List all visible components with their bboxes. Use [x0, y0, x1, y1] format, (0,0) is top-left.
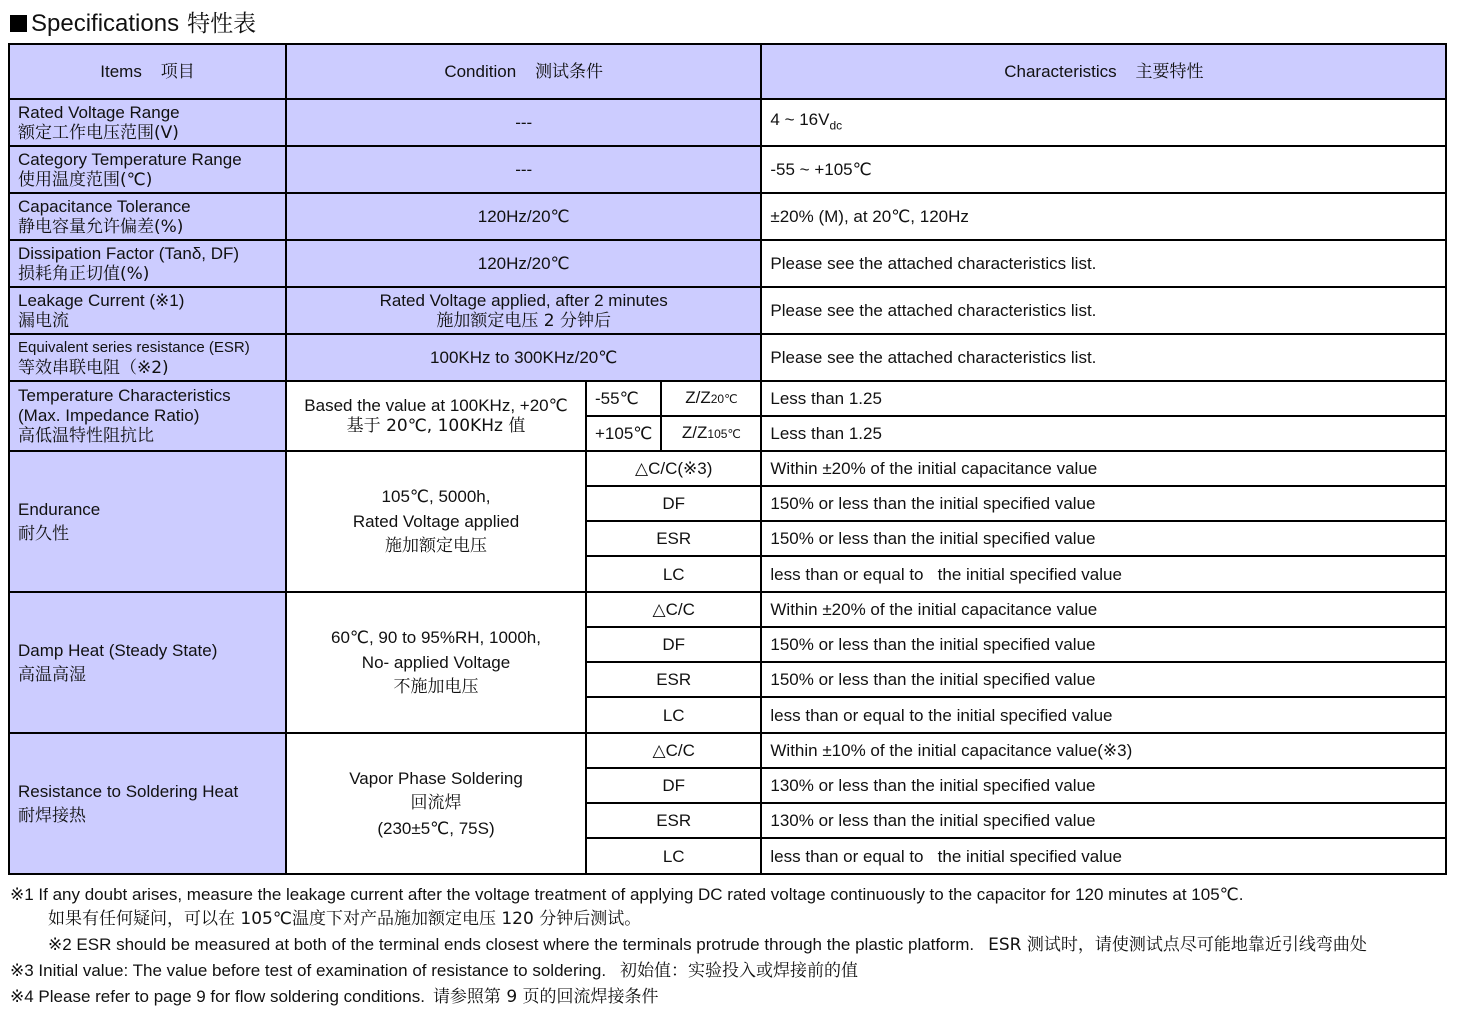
- char-damp-heat-df: 150% or less than the initial specified value: [761, 627, 1446, 662]
- item-temp-characteristics: Temperature Characteristics (Max. Impedance Ratio) 高低温特性阻抗比: [9, 381, 286, 451]
- table-row-damp-heat-1: [9, 592, 1446, 627]
- char-soldering-cap: Within ±10% of the initial capacitance value(※3): [761, 733, 1446, 768]
- condition-dissipation-factor: 120Hz/20℃: [286, 240, 761, 287]
- note-3: ※3 Initial value: The value before test of examination of resistance to soldering. 初始值：实验投入或焊接前的值: [10, 961, 859, 981]
- condition-soldering-heat: Vapor Phase Soldering 回流焊 (230±5℃, 75S): [286, 733, 586, 874]
- title-zh: 特性表: [187, 11, 257, 37]
- char-endurance-lc: less than or equal to the initial specified value: [761, 556, 1446, 592]
- table-row-soldering-1: [9, 733, 1446, 768]
- table-row-cap-tolerance: [9, 193, 1446, 240]
- param-damp-heat-df: DF: [586, 627, 761, 662]
- char-dissipation-factor: Please see the attached characteristics list.: [761, 240, 1446, 287]
- specifications-table: [8, 43, 1447, 875]
- item-cap-tolerance: Capacitance Tolerance 静电容量允许偏差(%): [9, 193, 286, 240]
- condition-rated-voltage: ---: [286, 99, 761, 146]
- char-damp-heat-esr: 150% or less than the initial specified value: [761, 662, 1446, 697]
- title-en: Specifications: [31, 10, 180, 37]
- page-title: [10, 8, 256, 40]
- note-1-zh: 如果有任何疑问，可以在 105℃温度下对产品施加额定电压 120 分钟后测试。: [48, 909, 642, 929]
- item-endurance: Endurance 耐久性: [9, 451, 286, 592]
- item-dissipation-factor: Dissipation Factor (Tanδ, DF) 损耗角正切值(%): [9, 240, 286, 287]
- param-soldering-df: DF: [586, 768, 761, 803]
- char-endurance-df: 150% or less than the initial specified value: [761, 486, 1446, 521]
- char-endurance-cap: Within ±20% of the initial capacitance value: [761, 451, 1446, 486]
- table-row-dissipation-factor: [9, 240, 1446, 287]
- char-esr: Please see the attached characteristics list.: [761, 334, 1446, 381]
- param-endurance-df: DF: [586, 486, 761, 521]
- header-items: Items 项目: [9, 44, 286, 99]
- condition-cap-tolerance: 120Hz/20℃: [286, 193, 761, 240]
- item-rated-voltage: Rated Voltage Range 额定工作电压范围(V): [9, 99, 286, 146]
- impedance-ratio-105: Z/Z105℃: [661, 416, 761, 451]
- param-damp-heat-esr: ESR: [586, 662, 761, 697]
- table-row-category-temp: [9, 146, 1446, 193]
- table-header-row: [9, 44, 1446, 99]
- char-soldering-df: 130% or less than the initial specified value: [761, 768, 1446, 803]
- char-damp-heat-cap: Within ±20% of the initial capacitance value: [761, 592, 1446, 627]
- item-category-temp: Category Temperature Range 使用温度范围(℃): [9, 146, 286, 193]
- impedance-ratio-20: Z/Z20℃: [661, 381, 761, 416]
- temp-minus55: -55℃: [586, 381, 661, 416]
- param-soldering-cap: △C/C: [586, 733, 761, 768]
- param-soldering-esr: ESR: [586, 803, 761, 838]
- header-condition: Condition 测试条件: [286, 44, 761, 99]
- param-endurance-esr: ESR: [586, 521, 761, 556]
- item-soldering-heat: Resistance to Soldering Heat 耐焊接热: [9, 733, 286, 874]
- char-temp-plus105: Less than 1.25: [761, 416, 1446, 451]
- header-characteristics: Characteristics 主要特性: [761, 44, 1446, 99]
- param-soldering-lc: LC: [586, 838, 761, 874]
- item-esr: Equivalent series resistance (ESR) 等效串联电阻（※2): [9, 334, 286, 381]
- temp-plus105: +105℃: [586, 416, 661, 451]
- char-endurance-esr: 150% or less than the initial specified value: [761, 521, 1446, 556]
- char-leakage-current: Please see the attached characteristics list.: [761, 287, 1446, 334]
- table-row-endurance-1: [9, 451, 1446, 486]
- note-1: ※1 If any doubt arises, measure the leakage current after the voltage treatment of applying DC rated voltage continuously to the capacitor for 120 minutes at 105℃.: [10, 885, 1244, 904]
- condition-temp-characteristics: Based the value at 100KHz, +20℃ 基于 20℃, 100KHz 值: [286, 381, 586, 451]
- param-endurance-cap: △C/C(※3): [586, 451, 761, 486]
- char-category-temp: -55 ~ +105℃: [761, 146, 1446, 193]
- black-square-icon: [10, 15, 27, 32]
- char-rated-voltage: 4 ~ $16V_{dc}$: [761, 99, 1446, 146]
- note-4: ※4 Please refer to page 9 for flow soldering conditions. 请参照第 9 页的回流焊接条件: [10, 987, 659, 1007]
- char-soldering-esr: 130% or less than the initial specified value: [761, 803, 1446, 838]
- table-row-temp-char-1: [9, 381, 1446, 416]
- char-temp-minus55: Less than 1.25: [761, 381, 1446, 416]
- param-damp-heat-lc: LC: [586, 697, 761, 733]
- table-row-esr: [9, 334, 1446, 381]
- char-cap-tolerance: ±20% (M), at 20℃, 120Hz: [761, 193, 1446, 240]
- param-endurance-lc: LC: [586, 556, 761, 592]
- note-2: ※2 ESR should be measured at both of the terminal ends closest where the terminals protrude through the plastic platform. ESR 测试时，请使测试点尽可能地靠近引线弯曲处: [48, 935, 1367, 955]
- item-leakage-current: Leakage Current (※1) 漏电流: [9, 287, 286, 334]
- condition-endurance: 105℃, 5000h, Rated Voltage applied 施加额定电压: [286, 451, 586, 592]
- table-row-leakage-current: [9, 287, 1446, 334]
- condition-leakage-current: Rated Voltage applied, after 2 minutes 施加额定电压 2 分钟后: [286, 287, 761, 334]
- param-damp-heat-cap: △C/C: [586, 592, 761, 627]
- condition-esr: 100KHz to 300KHz/20℃: [286, 334, 761, 381]
- table-row-rated-voltage: [9, 99, 1446, 146]
- condition-damp-heat: 60℃, 90 to 95%RH, 1000h, No- applied Voltage 不施加电压: [286, 592, 586, 733]
- char-soldering-lc: less than or equal to the initial specified value: [761, 838, 1446, 874]
- item-damp-heat: Damp Heat (Steady State) 高温高湿: [9, 592, 286, 733]
- footnotes: [10, 882, 1455, 1010]
- condition-category-temp: ---: [286, 146, 761, 193]
- char-damp-heat-lc: less than or equal to the initial specified value: [761, 697, 1446, 733]
